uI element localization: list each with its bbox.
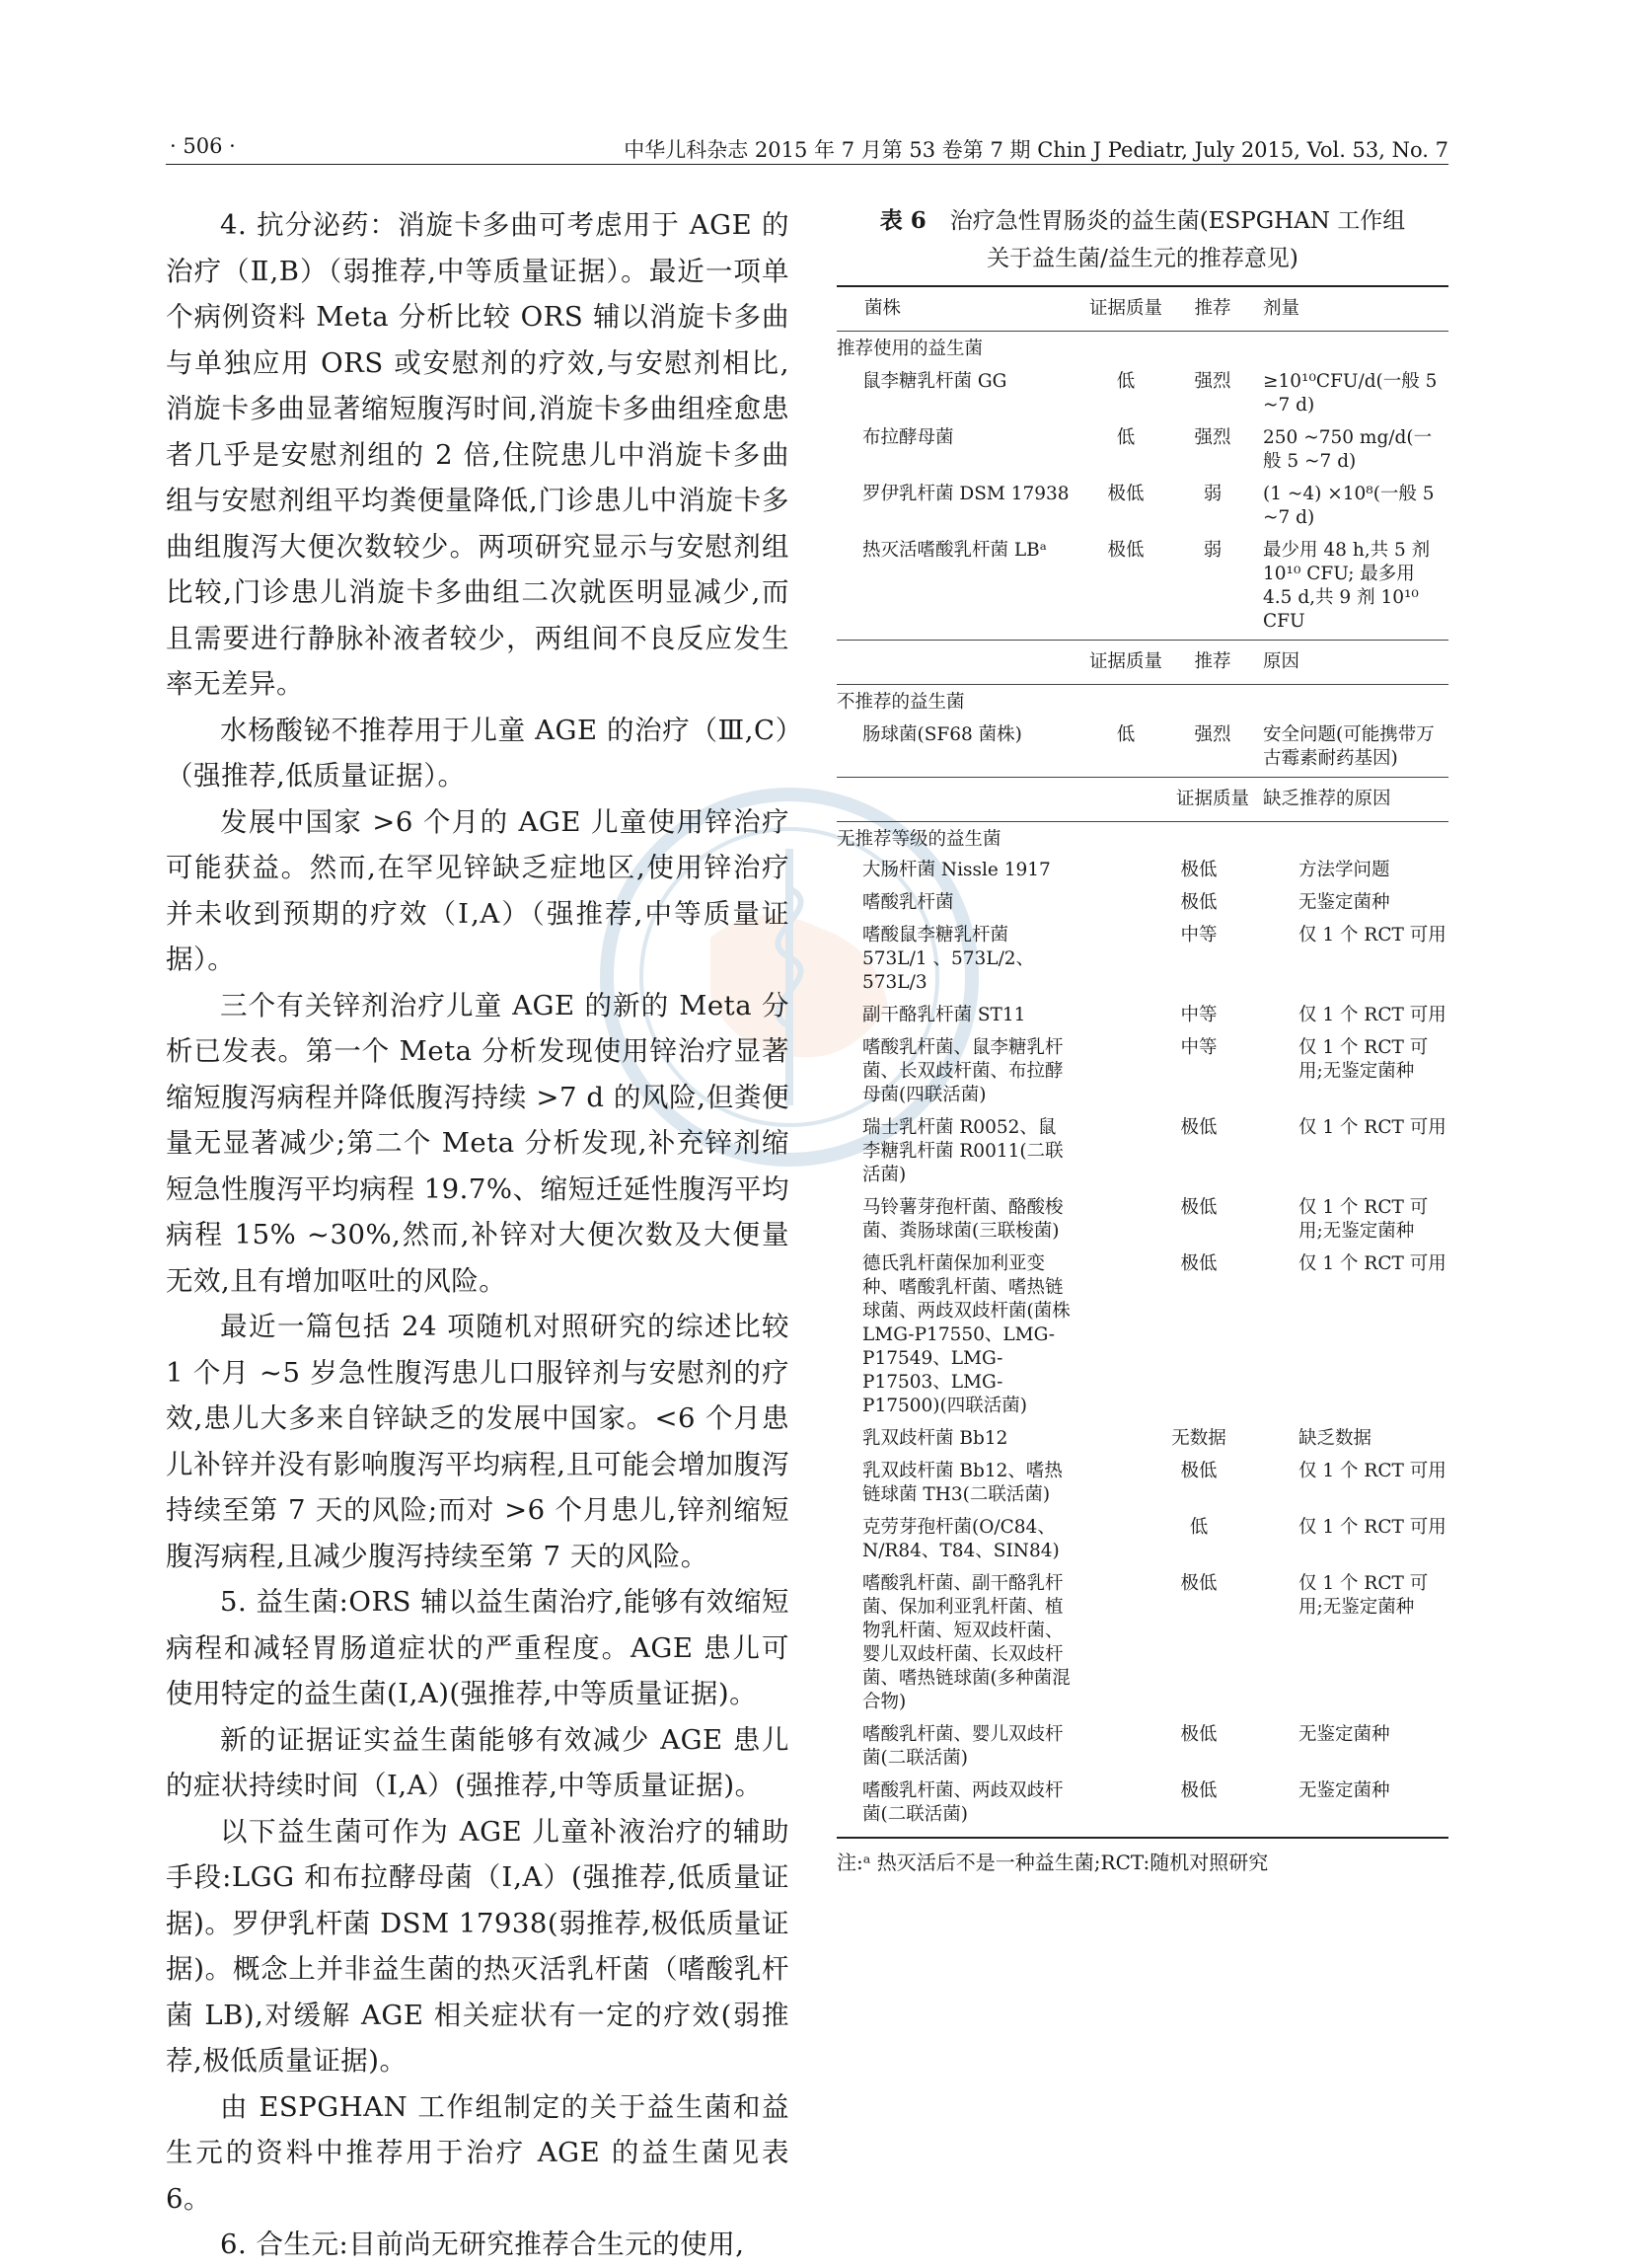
cell-strain: 嗜酸鼠李糖乳杆菌 573L/1 、573L/2、573L/3 <box>862 925 1035 993</box>
cell-strain: 鼠李糖乳杆菌 GG <box>862 371 1007 392</box>
table-header-row <box>837 286 1448 332</box>
probiotics-table-section3 <box>837 856 1448 1833</box>
table-row <box>837 1033 1448 1113</box>
cell-quality: 极低 <box>1180 1780 1218 1801</box>
section-title-row <box>837 685 1448 721</box>
cell-strain: 大肠杆菌 Nissle 1917 <box>862 860 1051 880</box>
table-row <box>837 1457 1448 1513</box>
paragraph: 4. 抗分泌药：消旋卡多曲可考虑用于 AGE 的治疗（Ⅱ,B）（弱推荐,中等质量证据）。最近一项单个病例资料 Meta 分析比较 ORS 辅以消旋卡多曲与单独应用 ORS 或安慰剂的疗效,与安慰剂相比,消旋卡多曲显著缩短腹泻时间,消旋卡多曲组痊愈患者几乎是安慰剂组的 2 倍,住院患儿中消旋卡多曲组与安慰剂组平均粪便量降低,门诊患儿中消旋卡多曲组腹泻大便次数较少。两项研究显示与安慰剂组比较,门诊患儿消旋卡多曲组二次就医明显减少,而且需要进行静脉补液者较少，两组间不良反应发生率无差异。 <box>166 209 789 700</box>
cell-recommendation: 弱 <box>1203 484 1223 504</box>
paragraph: 发展中国家 >6 个月的 AGE 儿童使用锌治疗可能获益。然而,在罕见锌缺乏症地区,使用锌治疗并未收到预期的疗效（Ⅰ,A）（强推荐,中等质量证据）。 <box>166 805 789 975</box>
table-caption-label: 表 6 <box>879 207 927 234</box>
empty-cell <box>837 641 1075 685</box>
cell-dose: 250 ~750 mg/d(一般 5 ~7 d) <box>1263 427 1433 472</box>
table-row <box>837 367 1448 423</box>
cell-quality: 极低 <box>1180 860 1218 880</box>
section3-header-row <box>837 778 1448 822</box>
cell-quality: 中等 <box>1180 1005 1218 1025</box>
empty-cell <box>1075 778 1176 822</box>
paragraph: 6. 合生元:目前尚无研究推荐合生元的使用, <box>220 2229 745 2260</box>
section-title-no-grade: 无推荐等级的益生菌 <box>837 822 1448 859</box>
cell-strain: 嗜酸乳杆菌、婴儿双歧杆菌(二联活菌) <box>862 1724 1064 1769</box>
cell-dose: (1 ~4) ×10⁸(一般 5 ~7 d) <box>1263 484 1435 528</box>
cell-strain: 瑞士乳杆菌 R0052、鼠李糖乳杆菌 R0011(二联活菌) <box>862 1117 1064 1185</box>
cell-reason: 无鉴定菌种 <box>1298 892 1390 913</box>
section-title-row <box>837 822 1448 859</box>
table-caption <box>837 202 1448 240</box>
cell-quality: 极低 <box>1180 892 1218 913</box>
cell-reason: 仅 1 个 RCT 可用;无鉴定菌种 <box>1298 1197 1429 1242</box>
paragraph: 5. 益生菌:ORS 辅以益生菌治疗,能够有效缩短病程和减轻胃肠道症状的严重程度。AGE 患儿可使用特定的益生菌(Ⅰ,A)(强推荐,中等质量证据)。 <box>166 1586 789 1709</box>
cell-strain: 嗜酸乳杆菌 <box>862 892 954 913</box>
col-header-recommendation: 推荐 <box>1176 641 1249 685</box>
table-row <box>837 1249 1448 1424</box>
paragraph: 水杨酸铋不推荐用于儿童 AGE 的治疗（Ⅲ,C）（强推荐,低质量证据）。 <box>166 714 789 792</box>
cell-quality: 极低 <box>1180 1461 1218 1481</box>
cell-reason: 安全问题(可能携带万古霉素耐药基因) <box>1263 724 1435 769</box>
journal-citation: 中华儿科杂志 2015 年 7 月第 53 卷第 7 期 Chin J Pediatr, July 2015, Vol. 53, No. 7 <box>624 138 1448 162</box>
cell-reason: 仅 1 个 RCT 可用 <box>1298 925 1446 945</box>
cell-quality: 极低 <box>1180 1573 1218 1594</box>
cell-quality: 低 <box>1116 724 1136 745</box>
col-header-quality: 证据质量 <box>1176 778 1249 822</box>
table-row <box>837 1569 1448 1720</box>
cell-quality: 中等 <box>1180 925 1218 945</box>
cell-recommendation: 弱 <box>1203 540 1223 561</box>
table-row <box>837 1777 1448 1833</box>
col-header-quality: 证据质量 <box>1075 286 1176 332</box>
col-header-recommendation: 推荐 <box>1176 286 1249 332</box>
cell-strain: 乳双歧杆菌 Bb12 <box>862 1428 1008 1449</box>
cell-reason: 缺乏数据 <box>1298 1428 1372 1449</box>
table-row <box>837 888 1448 921</box>
section-title-recommended: 推荐使用的益生菌 <box>837 332 1448 368</box>
paragraph: 新的证据证实益生菌能够有效减少 AGE 患儿的症状持续时间（Ⅰ,A）(强推荐,中等质量证据)。 <box>166 1723 789 1801</box>
table-row <box>837 720 1448 778</box>
cell-strain: 布拉酵母菌 <box>862 427 954 448</box>
cell-quality: 极低 <box>1180 1253 1218 1274</box>
col-header-dose: 剂量 <box>1249 286 1448 332</box>
cell-quality: 无数据 <box>1171 1428 1226 1449</box>
cell-quality: 低 <box>1116 427 1136 448</box>
table-bottom-rule <box>837 1837 1448 1839</box>
cell-strain: 罗伊乳杆菌 DSM 17938 <box>862 484 1070 504</box>
cell-strain: 嗜酸乳杆菌、两歧双歧杆菌(二联活菌) <box>862 1780 1064 1825</box>
table-row <box>837 1424 1448 1457</box>
cell-quality: 中等 <box>1180 1037 1218 1058</box>
cell-recommendation: 强烈 <box>1194 427 1231 448</box>
paragraph: 最近一篇包括 24 项随机对照研究的综述比较 1 个月 ~5 岁急性腹泻患儿口服锌剂与安慰剂的疗效,患儿大多来自锌缺乏的发展中国家。<6 个月患儿补锌并没有影响腹泻平均病程,且可能会增加腹泻持续至第 7 天的风险;而对 >6 个月患儿,锌剂缩短腹泻病程,且减少腹泻持续至第 7 天的风险。 <box>166 1311 789 1572</box>
cell-quality: 低 <box>1189 1517 1209 1538</box>
cell-strain: 嗜酸乳杆菌、鼠李糖乳杆菌、长双歧杆菌、布拉酵母菌(四联活菌) <box>862 1037 1064 1105</box>
cell-strain: 热灭活嗜酸乳杆菌 LBᵃ <box>862 540 1047 561</box>
cell-strain: 副干酪乳杆菌 ST11 <box>862 1005 1026 1025</box>
cell-quality: 极低 <box>1180 1197 1218 1218</box>
table-row <box>837 1720 1448 1777</box>
table-row <box>837 921 1448 1001</box>
cell-reason: 仅 1 个 RCT 可用 <box>1298 1517 1446 1538</box>
cell-reason: 仅 1 个 RCT 可用 <box>1298 1461 1446 1481</box>
table-row <box>837 1513 1448 1569</box>
paragraph: 由 ESPGHAN 工作组制定的关于益生菌和益生元的资料中推荐用于治疗 AGE 的益生菌见表 6。 <box>166 2090 789 2215</box>
probiotics-table <box>837 285 1448 858</box>
cell-reason: 无鉴定菌种 <box>1298 1780 1390 1801</box>
table-caption-line1: 治疗急性胃肠炎的益生菌(ESPGHAN 工作组 <box>949 208 1406 234</box>
cell-strain: 克劳芽孢杆菌(O/C84、N/R84、T84、SIN84) <box>862 1517 1060 1561</box>
cell-reason: 仅 1 个 RCT 可用 <box>1298 1253 1446 1274</box>
col-header-quality: 证据质量 <box>1075 641 1176 685</box>
cell-quality: 极低 <box>1107 484 1145 504</box>
cell-reason: 方法学问题 <box>1298 860 1390 880</box>
table-row <box>837 480 1448 536</box>
table-caption-line2: 关于益生菌/益生元的推荐意见) <box>987 246 1298 271</box>
cell-quality: 极低 <box>1180 1724 1218 1745</box>
paragraph: 三个有关锌剂治疗儿童 AGE 的新的 Meta 分析已发表。第一个 Meta 分析发现使用锌治疗显著缩短腹泻病程并降低腹泻持续 >7 d 的风险,但粪便量无显著减少;第二个 Meta 分析发现,补充锌剂缩短急性腹泻平均病程 19.7%、缩短迁延性腹泻平均病程 15% ~30%,然而,补锌对大便次数及大便量无效,且有增加呕吐的风险。 <box>166 989 789 1297</box>
cell-quality: 极低 <box>1180 1117 1218 1138</box>
section-title-not-recommended: 不推荐的益生菌 <box>837 685 1448 721</box>
cell-reason: 仅 1 个 RCT 可用;无鉴定菌种 <box>1298 1573 1429 1618</box>
cell-reason: 仅 1 个 RCT 可用 <box>1298 1005 1446 1025</box>
paragraph: 以下益生菌可作为 AGE 儿童补液治疗的辅助手段:LGG 和布拉酵母菌（Ⅰ,A）(强推荐,低质量证据)。罗伊乳杆菌 DSM 17938(弱推荐,极低质量证据)。概念上并非益生菌的热灭活乳杆菌（嗜酸乳杆菌 LB),对缓解 AGE 相关症状有一定的疗效(弱推荐,极低质量证据)。 <box>166 1815 789 2077</box>
cell-recommendation: 强烈 <box>1194 724 1231 745</box>
cell-quality: 极低 <box>1107 540 1145 561</box>
cell-strain: 乳双歧杆菌 Bb12、嗜热链球菌 TH3(二联活菌) <box>862 1461 1063 1505</box>
cell-reason: 仅 1 个 RCT 可用 <box>1298 1117 1446 1138</box>
col-header-reason: 原因 <box>1249 641 1448 685</box>
table-row <box>837 1193 1448 1249</box>
cell-reason: 仅 1 个 RCT 可用;无鉴定菌种 <box>1298 1037 1429 1082</box>
table-6-container <box>837 202 1448 1876</box>
cell-strain: 嗜酸乳杆菌、副干酪乳杆菌、保加利亚乳杆菌、植物乳杆菌、短双歧杆菌、婴儿双歧杆菌、长双歧杆菌、嗜热链球菌(多种菌混合物) <box>862 1573 1071 1712</box>
table-row <box>837 856 1448 888</box>
table-row <box>837 423 1448 480</box>
cell-strain: 肠球菌(SF68 菌株) <box>862 724 1022 745</box>
table-note: 注:ᵃ 热灭活后不是一种益生菌;RCT:随机对照研究 <box>837 1851 1269 1874</box>
col-header-strain: 菌株 <box>837 286 1075 332</box>
cell-strain: 马铃薯芽孢杆菌、酪酸梭菌、粪肠球菌(三联梭菌) <box>862 1197 1064 1242</box>
page-header <box>166 130 1448 165</box>
table-row <box>837 536 1448 641</box>
cell-dose: ≥10¹⁰CFU/d(一般 5 ~7 d) <box>1263 371 1438 416</box>
cell-reason: 无鉴定菌种 <box>1298 1724 1390 1745</box>
col-header-reason: 缺乏推荐的原因 <box>1249 778 1448 822</box>
table-row <box>837 1113 1448 1193</box>
cell-quality: 低 <box>1116 371 1136 392</box>
cell-recommendation: 强烈 <box>1194 371 1231 392</box>
empty-cell <box>837 778 1075 822</box>
section-title-row <box>837 332 1448 368</box>
table-row <box>837 1001 1448 1033</box>
cell-dose: 最少用 48 h,共 5 剂 10¹⁰ CFU; 最多用 4.5 d,共 9 剂 10¹⁰ CFU <box>1263 540 1431 632</box>
page-number: · 506 · <box>170 134 236 158</box>
left-column <box>166 202 789 2268</box>
section2-header-row <box>837 641 1448 685</box>
cell-strain: 德氏乳杆菌保加利亚变种、嗜酸乳杆菌、嗜热链球菌、两歧双歧杆菌(菌株 LMG-P17550、LMG-P17549、LMG-P17503、LMG-P17500)(四联活菌) <box>862 1253 1071 1416</box>
